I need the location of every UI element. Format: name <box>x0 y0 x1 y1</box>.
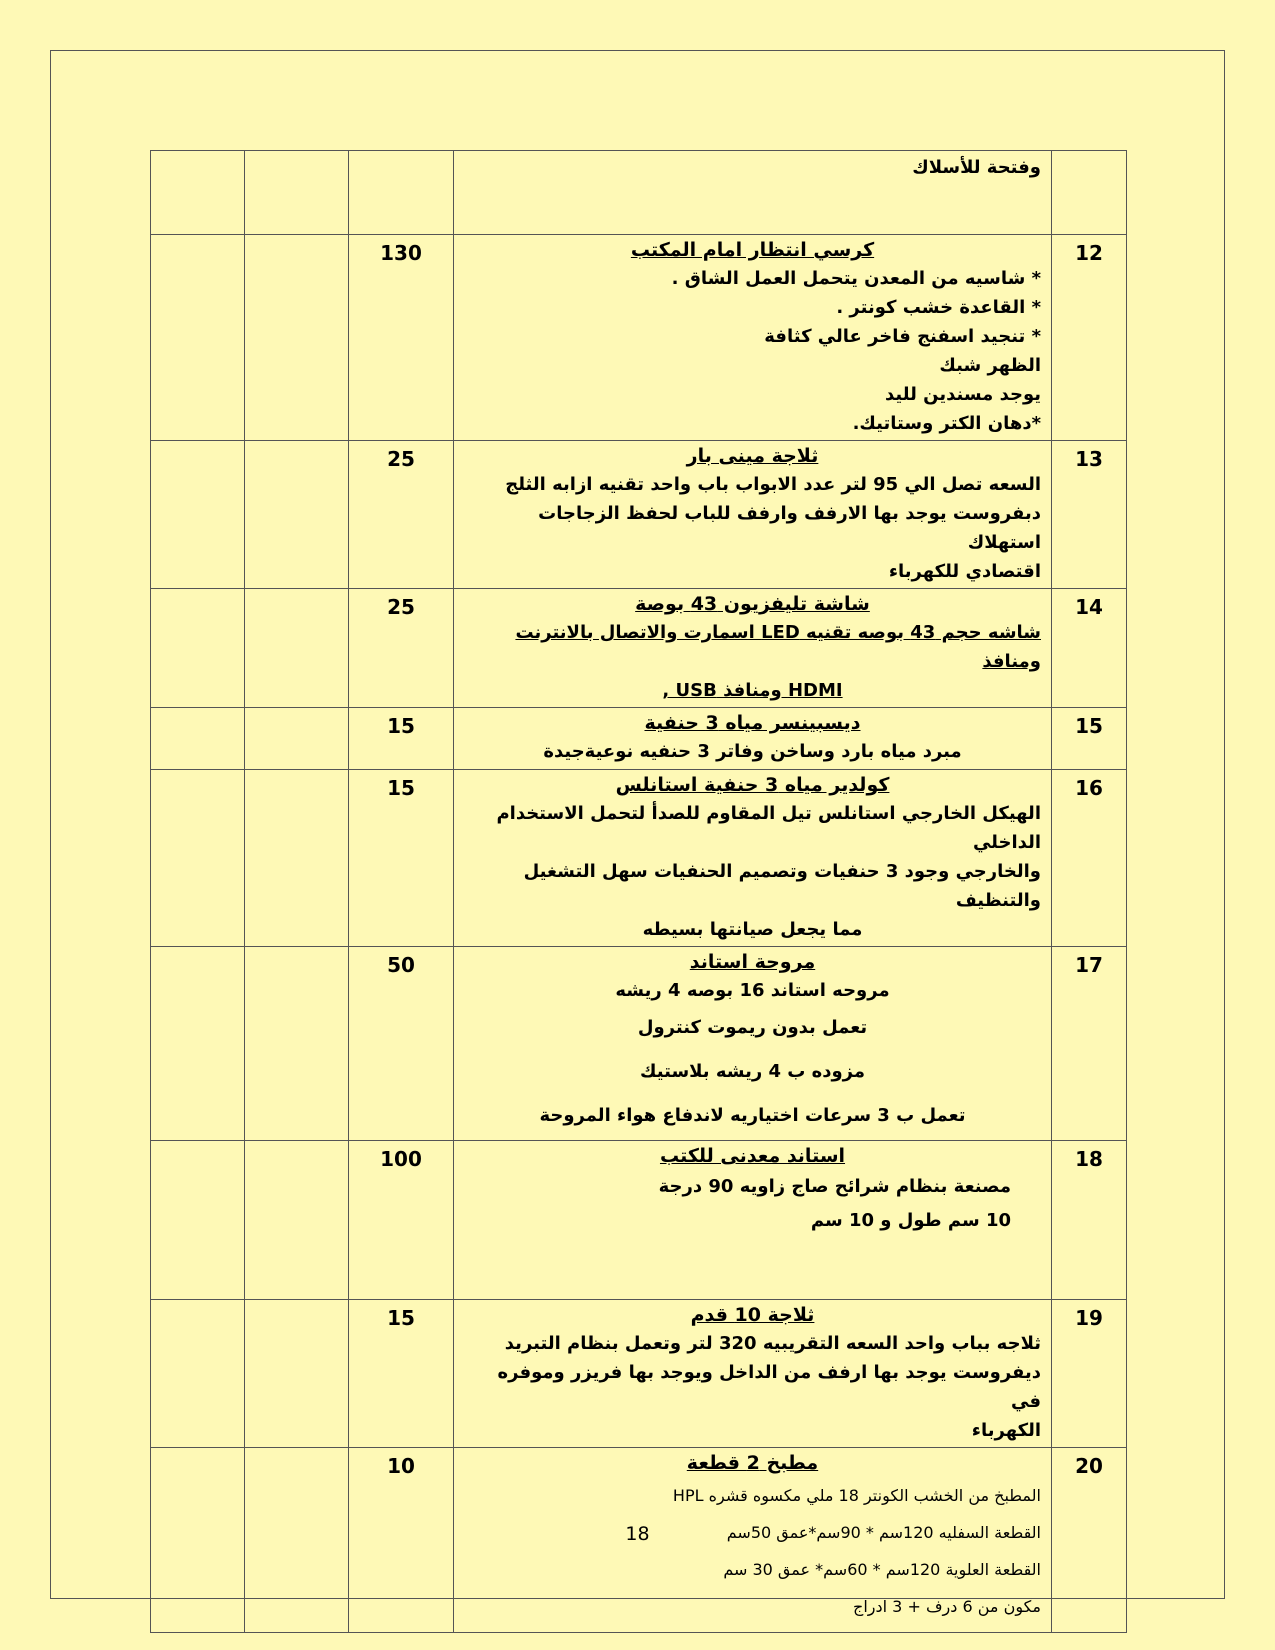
item-number: 13 <box>1052 441 1127 589</box>
description-line: ثلاجه بباب واحد السعه التقريبيه 320 لتر وتعمل بنظام التبريد <box>504 1333 1041 1354</box>
table-row <box>151 947 1127 1141</box>
item-quantity: 10 <box>349 1448 454 1633</box>
item-quantity: 100 <box>349 1141 454 1300</box>
description-line: * شاسيه من المعدن يتحمل العمل الشاق . <box>671 268 1041 289</box>
item-number: 20 <box>1052 1448 1127 1633</box>
item-quantity <box>349 151 454 235</box>
item-description <box>454 589 1052 708</box>
description-line: مبرد مياه بارد وساخن وفاتر 3 حنفيه نوعيةجيدة <box>543 741 962 762</box>
item-description <box>454 770 1052 947</box>
description-line: اقتصادي للكهرباء <box>888 561 1041 582</box>
description-line: وفتحة للأسلاك <box>912 157 1041 178</box>
item-description <box>454 708 1052 770</box>
item-quantity: 15 <box>349 708 454 770</box>
empty-cell <box>245 235 349 441</box>
item-title: مطبخ 2 قطعة <box>686 1452 819 1474</box>
table-row <box>151 708 1127 770</box>
description-line: مصنعة بنظام شرائح صاج زاويه 90 درجة <box>658 1176 1011 1197</box>
table-row <box>151 1300 1127 1448</box>
specification-table <box>150 150 1127 1633</box>
empty-cell <box>151 235 245 441</box>
item-title: شاشة تليفزيون 43 بوصة <box>635 593 870 615</box>
description-line: شاشه حجم 43 بوصه تقنيه LED اسمارت والاتصال بالانترنت ومنافذ <box>515 622 1041 672</box>
item-quantity: 15 <box>349 1300 454 1448</box>
description-line: تعمل بدون ريموت كنترول <box>637 1017 868 1038</box>
item-quantity: 25 <box>349 589 454 708</box>
empty-cell <box>245 1141 349 1300</box>
item-number <box>1052 151 1127 235</box>
empty-cell <box>245 770 349 947</box>
empty-cell <box>151 770 245 947</box>
description-line: مما يجعل صيانتها بسيطه <box>642 919 863 940</box>
description-line: المطبخ من الخشب الكونتر 18 ملي مكسوه قشره HPL <box>672 1486 1041 1505</box>
table-row <box>151 235 1127 441</box>
description-line: السعه تصل الي 95 لتر عدد الابواب باب واحد تقنيه ازابه الثلج <box>505 474 1041 495</box>
empty-cell <box>151 1141 245 1300</box>
description-line: ديفروست يوجد بها ارفف من الداخل ويوجد بها فريزر وموفره في <box>497 1362 1041 1412</box>
item-description <box>454 1300 1052 1448</box>
item-description <box>454 1141 1052 1300</box>
empty-cell <box>245 947 349 1141</box>
empty-cell <box>151 441 245 589</box>
description-line: *دهان الكتر وستاتيك. <box>852 413 1041 434</box>
description-line: 10 سم طول و 10 سم <box>810 1210 1011 1231</box>
description-line: مروحه استاند 16 بوصه 4 ريشه <box>615 980 890 1001</box>
item-description <box>454 441 1052 589</box>
table-row <box>151 770 1127 947</box>
empty-cell <box>151 151 245 235</box>
item-quantity: 50 <box>349 947 454 1141</box>
empty-cell <box>245 151 349 235</box>
table-row <box>151 151 1127 235</box>
description-line: الهيكل الخارجي استانلس تيل المقاوم للصدأ لتحمل الاستخدام الداخلي <box>496 803 1041 853</box>
description-line: تعمل ب 3 سرعات اختياريه لاندفاع هواء المروحة <box>539 1105 966 1126</box>
item-description <box>454 947 1052 1141</box>
table-row <box>151 589 1127 708</box>
empty-cell <box>151 1300 245 1448</box>
item-number: 19 <box>1052 1300 1127 1448</box>
item-number: 12 <box>1052 235 1127 441</box>
empty-cell <box>151 947 245 1141</box>
item-title: كولدير مياه 3 حنفية استانلس <box>615 774 890 796</box>
item-title: ثلاجة 10 قدم <box>690 1304 815 1326</box>
empty-cell <box>245 589 349 708</box>
item-title: ديسبينسر مياه 3 حنفية <box>644 712 861 734</box>
item-title: ثلاجة مينى بار <box>686 445 819 467</box>
table-row <box>151 441 1127 589</box>
table-row <box>151 1141 1127 1300</box>
empty-cell <box>151 708 245 770</box>
item-quantity: 130 <box>349 235 454 441</box>
description-line: HDMI ومنافذ USB , <box>662 680 843 701</box>
description-line: الظهر شبك <box>939 355 1041 376</box>
empty-cell <box>151 589 245 708</box>
item-number: 16 <box>1052 770 1127 947</box>
item-description <box>454 151 1052 235</box>
item-quantity: 25 <box>349 441 454 589</box>
description-line: الكهرباء <box>971 1420 1041 1441</box>
description-line: يوجد مسندين لليد <box>885 384 1041 405</box>
description-line: دبفروست يوجد بها الارفف وارفف للباب لحفظ الزجاجات استهلاك <box>538 503 1041 553</box>
description-line: مزوده ب 4 ريشه بلاستيك <box>639 1061 866 1082</box>
page-number: 18 <box>625 1523 650 1545</box>
description-line: * تنجيد اسفنج فاخر عالي كثافة <box>764 326 1041 347</box>
item-quantity: 15 <box>349 770 454 947</box>
item-number: 15 <box>1052 708 1127 770</box>
item-title: استاند معدنى للكتب <box>659 1145 846 1167</box>
description-line: والخارجي وجود 3 حنفيات وتصميم الحنفيات سهل التشغيل والتنظيف <box>523 861 1041 911</box>
item-number: 17 <box>1052 947 1127 1141</box>
item-description <box>454 235 1052 441</box>
item-title: كرسي انتظار امام المكتب <box>630 239 875 261</box>
empty-cell <box>245 1300 349 1448</box>
empty-cell <box>245 441 349 589</box>
description-line: * القاعدة خشب كونتر . <box>836 297 1041 318</box>
description-line: القطعة السفليه 120سم * 90سم*عمق 50سم <box>726 1523 1041 1542</box>
description-line: مكون من 6 درف + 3 ادراج <box>853 1597 1041 1616</box>
item-number: 14 <box>1052 589 1127 708</box>
empty-cell <box>245 708 349 770</box>
item-title: مروحة استاند <box>689 951 816 973</box>
item-number: 18 <box>1052 1141 1127 1300</box>
description-line: القطعة العلوية 120سم * 60سم* عمق 30 سم <box>723 1560 1041 1579</box>
